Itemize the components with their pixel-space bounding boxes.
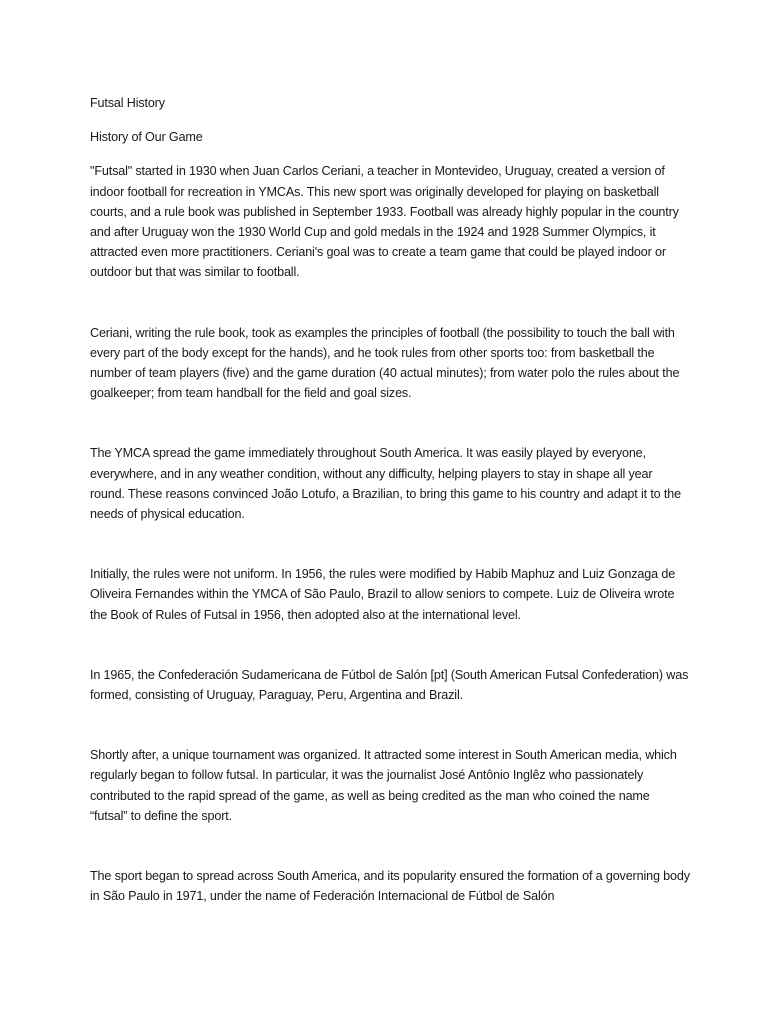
document-subtitle: History of Our Game (90, 130, 203, 145)
paragraph-tournament: Shortly after, a unique tournament was organized. It attracted some interest in South American media, which regularly began to follow futsal. In particular, it was the journalist José Antônio Inglêz who passionately contributed to the rapid spread of the game, as well as being credited as the man who coined the name “futsal” to define the sport. (90, 748, 677, 823)
paragraph-rule-book: Ceriani, writing the rule book, took as examples the principles of football (the possibility to touch the ball with every part of the body except for the hands), and he took rules from other sports too: from basketball the number of team players (five) and the game duration (40 actual minutes); from water polo the rules about the goalkeeper; from team handball for the field and goal sizes. (90, 325, 680, 401)
document-title: Futsal History (90, 96, 165, 110)
paragraph-ymca-spread: The YMCA spread the game immediately throughout South America. It was easily played by everyone, everywhere, and in any weather condition, without any difficulty, helping players to stay in shape all year round. These reasons convinced João Lotufo, a Brazilian, to bring this game to his country and adapt it to the needs of physical education. (90, 446, 681, 522)
paragraph-confederation: In 1965, the Confederación Sudamericana de Fútbol de Salón [pt] (South American Futsal Confederation) was formed, consisting of Uruguay, Paraguay, Peru, Argentina and Brazil. (90, 667, 689, 703)
document-page (90, 93, 690, 946)
paragraph-governing-body: The sport began to spread across South America, and its popularity ensured the formation of a governing body in São Paulo in 1971, under the name of Federación Internacional de Fútbol de Salón (90, 869, 690, 904)
paragraph-origin: "Futsal" started in 1930 when Juan Carlos Ceriani, a teacher in Montevideo, Uruguay, created a version of indoor football for recreation in YMCAs. This new sport was originally developed for playing on basketball courts, and a rule book was published in September 1933. Football was already highly popular in the country and after Uruguay won the 1930 World Cup and gold medals in the 1924 and 1928 Summer Olympics, it attracted even more practitioners. Ceriani's goal was to create a team game that could be played indoor or outdoor but that was similar to football. (90, 164, 679, 280)
paragraph-rules-uniform: Initially, the rules were not uniform. In 1956, the rules were modified by Habib Maphuz and Luiz Gonzaga de Oliveira Fernandes within the YMCA of São Paulo, Brazil to allow seniors to compete. Luiz de Oliveira wrote the Book of Rules of Futsal in 1956, then adopted also at the international level. (90, 567, 676, 622)
